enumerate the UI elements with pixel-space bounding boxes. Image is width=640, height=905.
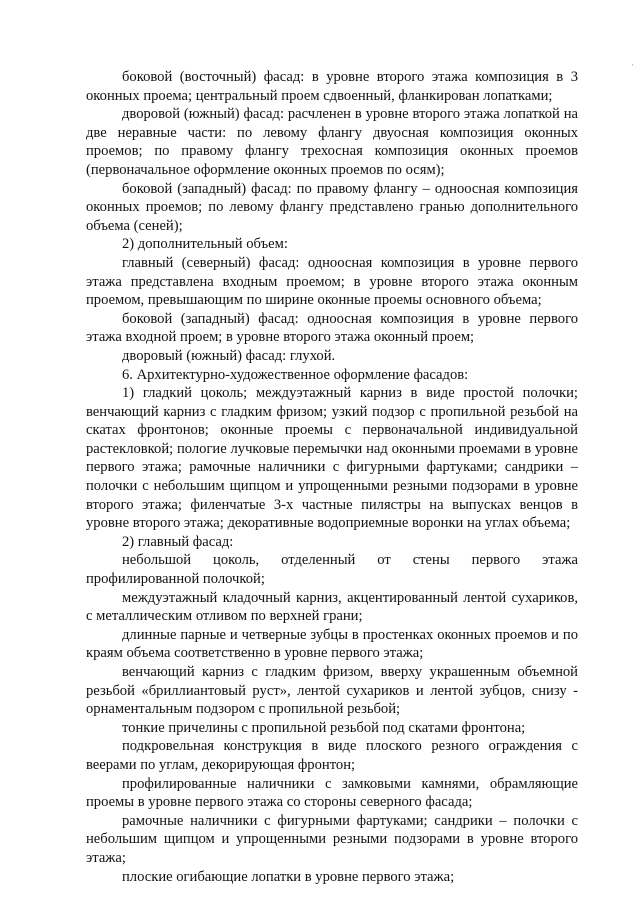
paragraph-barge-boards: тонкие причелины с пропильной резьбой под скатами фронтона;: [122, 719, 526, 736]
paragraph-additional-volume-heading: 2) дополнительный объем:: [122, 236, 288, 253]
paragraph-frame-casings: рамочные наличники с фигурными фартуками; сандрики – полочки с небольшим щипцом и упрощенными резными подзорами в уровне второго этажа;: [86, 812, 578, 866]
paragraph-east-facade: боковой (восточный) фасад: в уровне второго этажа композиция в 3 оконных проема; центральный проем сдвоенный, фланкирован лопатками;: [86, 69, 578, 104]
paragraph-south-facade: дворовой (южный) фасад: расчленен в уровне второго этажа лопаткой на две неравные части: по левому флангу двуосная композиция оконных проемов; по правому флангу трехосная композиция оконных проемов (первоначальное оформление оконных проемов по осям);: [86, 106, 578, 178]
paragraph-additional-south-facade: дворовый (южный) фасад: глухой.: [122, 347, 336, 364]
page-edge-mark: ·: [631, 60, 634, 70]
paragraph-plinth: небольшой цоколь, отделенный от стены первого этажа профилированной полочкой;: [86, 552, 578, 588]
paragraph-main-facade-heading: 2) главный фасад:: [122, 533, 234, 550]
section-heading-facade-decoration: 6. Архитектурно-художественное оформление фасадов:: [122, 366, 469, 383]
paragraph-additional-north-facade: главный (северный) фасад: одноосная композиция в уровне первого этажа представлена входным проемом; в уровне второго этажа оконным проемом, превышающим по ширине оконные проемы основного объема;: [86, 254, 578, 309]
paragraph-interfloor-cornice: междуэтажный кладочный карниз, акцентированный лентой сухариков, с металлическим отливом по верхней грани;: [86, 589, 578, 625]
paragraph-additional-west-facade: боковой (западный) фасад: одноосная композиция в уровне первого этажа входной проем; в уровне второго этажа оконный проем;: [86, 310, 578, 346]
paragraph-decoration-list-1: 1) гладкий цоколь; междуэтажный карниз в виде простой полочки; венчающий карниз с гладким фризом; узкий подзор с пропильной резьбой на скатах фронтонов; оконные проемы с первоначальной индивидуальной растекловкой; пологие лучковые перемычки над оконными проемами в уровне первого этажа; рамочные наличники с фигурными фартуками; сандрики – полочки с небольшим щипцом и упрощенными резными подзорами в уровне второго этажа; филенчатые 3-х частные пилястры на выпусках венцов в уровне второго этажа; декоративные водоприемные воронки на углах объема;: [86, 385, 578, 532]
paragraph-teeth: длинные парные и четверные зубцы в простенках оконных проемов и по краям объема соответственно в уровне первого этажа;: [86, 626, 578, 662]
paragraph-west-facade: боковой (западный) фасад: по правому флангу – одноосная композиция оконных проемов; по левому флангу представлено гранью дополнительного объема (сеней);: [86, 180, 578, 234]
paragraph-pilasters: плоские огибающие лопатки в уровне первого этажа;: [122, 868, 455, 885]
paragraph-roof-structure: подкровельная конструкция в виде плоского резного ограждения с веерами по углам, декорирующая фронтон;: [86, 738, 578, 773]
paragraph-profiled-casings: профилированные наличники с замковыми камнями, обрамляющие проемы в уровне первого этажа со стороны северного фасада;: [86, 775, 578, 811]
paragraph-crowning-cornice: венчающий карниз с гладким фризом, вверху украшенным объемной резьбой «бриллиантовый руст», лентой сухариков и лентой зубцов, снизу - орнаментальным подзором с пропильной резьбой;: [86, 664, 578, 718]
document-body: [86, 68, 578, 886]
